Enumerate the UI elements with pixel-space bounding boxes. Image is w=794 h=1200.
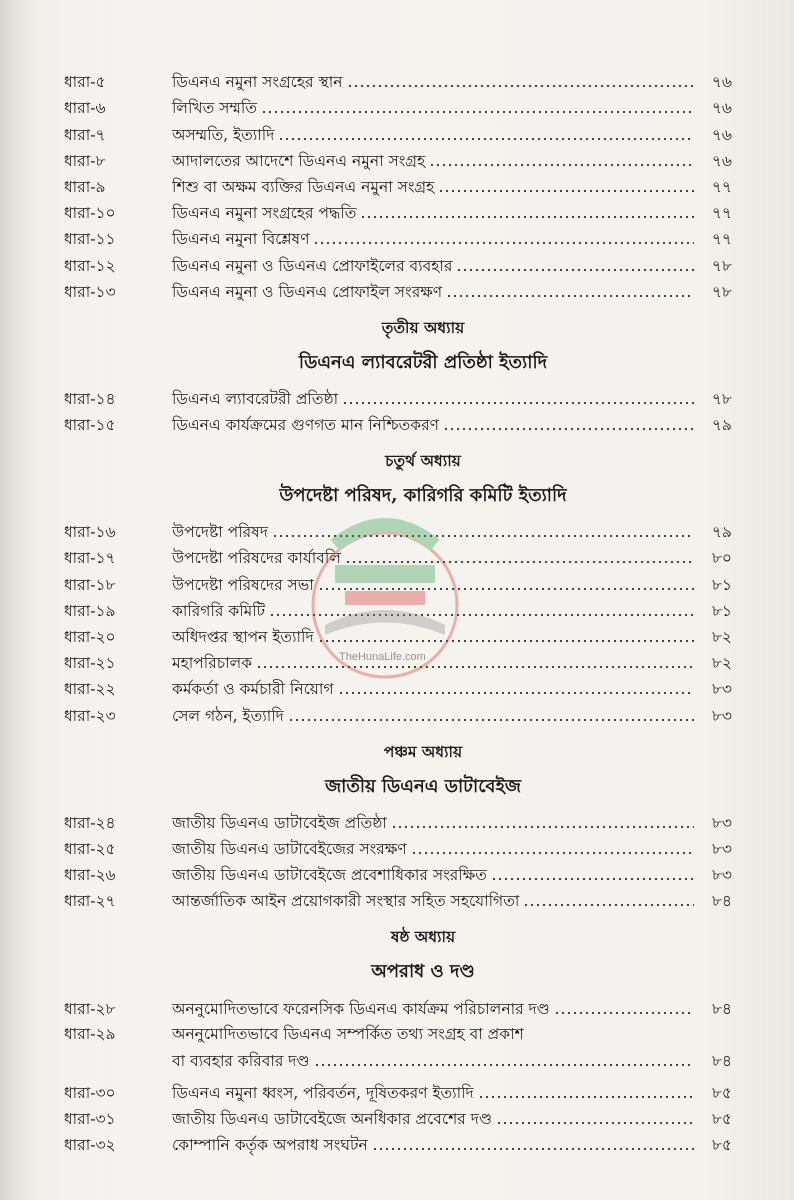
dot-leader [523,904,694,906]
watermark-site-text: TheHunaLife.com [339,651,426,663]
page-number: ৮৩ [711,866,732,885]
dot-leader [269,614,694,616]
dot-leader [372,1148,694,1150]
section-number: ধারা-২৮ [64,999,116,1018]
dot-leader [272,535,694,537]
toc-entry[interactable] [64,383,732,409]
dot-leader [446,295,694,297]
dot-leader [261,111,694,113]
table-of-contents [64,66,732,1155]
section-number: ধারা-১৬ [64,523,116,542]
dot-leader [429,164,694,166]
chapter-title: ডিএনএ ল্যাবরেটরী প্রতিষ্ঠা ইত্যাদি [298,351,548,373]
section-number: ধারা-৫ [64,73,106,92]
page-number: ৮৪ [711,999,732,1018]
toc-entry[interactable] [64,516,732,542]
section-number: ধারা-২২ [64,680,116,699]
dot-leader [391,826,694,828]
section-title: সেল গঠন, ইত্যাদি [172,706,284,725]
toc-entry[interactable] [64,992,732,1018]
page-number: ৮০ [711,549,732,568]
section-title: জাতীয় ডিএনএ ডাটাবেইজ প্রতিষ্ঠা [172,813,387,832]
page-number: ৭৮ [711,282,732,301]
page-number: ৮৫ [711,1083,732,1102]
toc-entry[interactable] [64,92,732,118]
section-title: অধিদপ্তর স্থাপন ইত্যাদি [172,628,314,646]
section-number: ধারা-১০ [64,204,116,223]
chapter-heading: চতুর্থ অধ্যায় [385,451,461,471]
chapter-heading: পঞ্চম অধ্যায় [383,741,463,761]
page-number: ৮৩ [711,839,732,858]
section-title: ডিএনএ কার্যক্রমের গুণগত মান নিশ্চিতকরণ [172,416,440,435]
toc-entry[interactable] [64,197,732,223]
toc-entry[interactable] [64,1019,732,1077]
toc-entry[interactable] [64,595,732,621]
dot-leader [478,1096,694,1098]
section-title: লিখিত সম্মতি [172,99,257,118]
page-number: ৮৩ [711,813,732,832]
section-title: কর্মকর্তা ও কর্মচারী নিয়োগ [172,680,334,699]
section-number: ধারা-১১ [64,230,116,249]
section-number: ধারা-১৭ [64,549,116,568]
page-number: ৮৫ [711,1136,732,1155]
chapter-title: জাতীয় ডিএনএ ডাটাবেইজ [325,775,521,797]
section-number: ধারা-২৬ [64,866,116,885]
section-number: ধারা-৩২ [64,1136,116,1155]
toc-entry[interactable] [64,542,732,568]
page-number: ৭৯ [711,523,732,542]
page-number: ৭৮ [711,256,732,275]
page-number: ৭৬ [711,125,732,144]
toc-entry[interactable] [64,807,732,833]
toc-entry[interactable] [64,568,732,594]
dot-leader [438,190,694,192]
section-number: ধারা-১৮ [64,575,116,594]
section-title: উপদেষ্টা পরিষদ [172,523,268,542]
section-number: ধারা-১৩ [64,282,116,301]
toc-entry[interactable] [64,1129,732,1155]
section-number: ধারা-৭ [64,125,106,144]
dot-leader [288,719,694,721]
toc-entry[interactable] [64,223,732,249]
section-title: আন্তর্জাতিক আইন প্রয়োগকারী সংস্থার সহিত সহযোগিতা [172,892,520,911]
section-title-continued: বা ব্যবহার করিবার দণ্ড [172,1051,310,1070]
dot-leader [411,852,694,854]
section-title: ডিএনএ নমুনা বিশ্লেষণ [172,230,310,249]
section-title: ডিএনএ নমুনা সংগ্রহের স্থান [172,73,343,92]
toc-entry[interactable] [64,673,732,699]
dot-leader [345,561,694,563]
section-title: মহাপরিচালক [172,654,252,673]
page-number: ৮৪ [711,892,732,911]
page-number: ৭৭ [711,204,732,223]
section-number: ধারা-২৪ [64,813,116,832]
section-number: ধারা-২৫ [64,839,116,858]
dot-leader [342,402,694,404]
section-title: ডিএনএ নমুনা ও ডিএনএ প্রোফাইলের ব্যবহার [172,256,453,275]
page-number: ৮১ [711,601,732,620]
section-title: ডিএনএ নমুনা ও ডিএনএ প্রোফাইল সংরক্ষণ [172,282,443,301]
chapter-heading: ষষ্ঠ অধ্যায় [390,927,456,947]
section-title: অসম্মতি, ইত্যাদি [172,125,275,144]
page-number: ৭৬ [711,73,732,92]
dot-leader [554,1012,694,1014]
toc-entry[interactable] [64,833,732,859]
page-number: ৭৭ [711,177,732,196]
page-number: ৭৬ [711,99,732,118]
dot-leader [313,242,694,244]
section-title: ডিএনএ ল্যাবরেটরী প্রতিষ্ঠা [172,389,339,408]
section-title: ডিএনএ নমুনা সংগ্রহের পদ্ধতি [172,204,357,223]
section-title: আদালতের আদেশে ডিএনএ নমুনা সংগ্রহ [172,151,426,170]
section-number: ধারা-২০ [64,628,116,646]
dot-leader [496,1122,694,1124]
dot-leader [256,666,694,668]
section-title: কোম্পানি কর্তৃক অপরাধ সংঘটন [172,1136,368,1155]
dot-leader [491,878,694,880]
section-number: ধারা-২৭ [64,892,116,911]
section-number: ধারা-১২ [64,256,116,275]
section-title: ডিএনএ নমুনা ধ্বংস, পরিবর্তন, দূষিতকরণ ইত্যাদি [172,1083,474,1102]
toc-entry[interactable] [64,859,732,885]
dot-leader [278,138,694,140]
page-number: ৮৩ [711,680,732,699]
section-title: অননুমোদিতভাবে ফরেনসিক ডিএনএ কার্যক্রম পরিচালনার দণ্ড [172,999,550,1018]
toc-entry[interactable] [64,66,732,92]
page-number: ৮৫ [711,1109,732,1128]
page-number: ৭৬ [711,151,732,170]
page-number: ৮২ [711,628,732,646]
toc-entry[interactable] [64,409,732,435]
toc-entry[interactable] [64,1103,732,1129]
section-title: শিশু বা অক্ষম ব্যক্তির ডিএনএ নমুনা সংগ্রহ [172,177,435,196]
toc-entry[interactable] [64,249,732,275]
section-title: কারিগরি কমিটি [172,601,266,620]
page-number: ৮২ [711,654,732,673]
page-number: ৮৩ [711,706,732,725]
page-number: ৭৮ [711,389,732,408]
section-number: ধারা-২৩ [64,706,116,725]
section-number: ধারা-৬ [64,99,106,118]
section-number: ধারা-২৯ [64,1024,116,1043]
toc-entry[interactable] [64,118,732,144]
toc-entry[interactable] [64,885,732,911]
section-number: ধারা-২১ [64,654,116,673]
toc-entry[interactable] [64,621,732,647]
dot-leader [318,588,694,590]
dot-leader [318,640,694,642]
section-number: ধারা-৮ [64,151,106,170]
section-number: ধারা-৩১ [64,1109,116,1128]
section-number: ধারা-১৯ [64,601,116,620]
section-title: জাতীয় ডিএনএ ডাটাবেইজের সংরক্ষণ [172,839,407,858]
toc-entry[interactable] [64,699,732,725]
dot-leader [360,216,694,218]
toc-entry[interactable] [64,276,732,302]
toc-entry[interactable] [64,647,732,673]
dot-leader [443,428,694,430]
section-number: ধারা-১৪ [64,389,116,408]
section-number: ধারা-৩০ [64,1083,116,1102]
dot-leader [456,269,694,271]
chapter-title: উপদেষ্টা পরিষদ, কারিগরি কমিটি ইত্যাদি [279,485,567,507]
dot-leader [314,1064,694,1066]
section-title-block [172,1025,732,1071]
toc-entry[interactable] [64,171,732,197]
page-number: ৭৯ [711,416,732,435]
toc-entry[interactable] [64,1077,732,1103]
dot-leader [347,85,695,87]
section-number: ধারা-১৫ [64,416,116,435]
section-title: জাতীয় ডিএনএ ডাটাবেইজে অনধিকার প্রবেশের দণ্ড [172,1109,493,1128]
toc-entry[interactable] [64,145,732,171]
section-title: উপদেষ্টা পরিষদের সভা [172,575,314,594]
section-title: অননুমোদিতভাবে ডিএনএ সম্পর্কিত তথ্য সংগ্রহ বা প্রকাশ [172,1024,524,1043]
page-number: ৭৭ [711,230,732,249]
section-number: ধারা-৯ [64,177,106,196]
page-number: ৮১ [711,575,732,594]
dot-leader [338,692,694,694]
section-title: উপদেষ্টা পরিষদের কার্যাবলি [172,549,341,568]
chapter-heading: তৃতীয় অধ্যায় [381,317,465,337]
section-title: জাতীয় ডিএনএ ডাটাবেইজে প্রবেশাধিকার সংরক্ষিত [172,866,487,885]
page-number: ৮৪ [711,1051,732,1070]
chapter-title: অপরাধ ও দণ্ড [371,961,475,983]
